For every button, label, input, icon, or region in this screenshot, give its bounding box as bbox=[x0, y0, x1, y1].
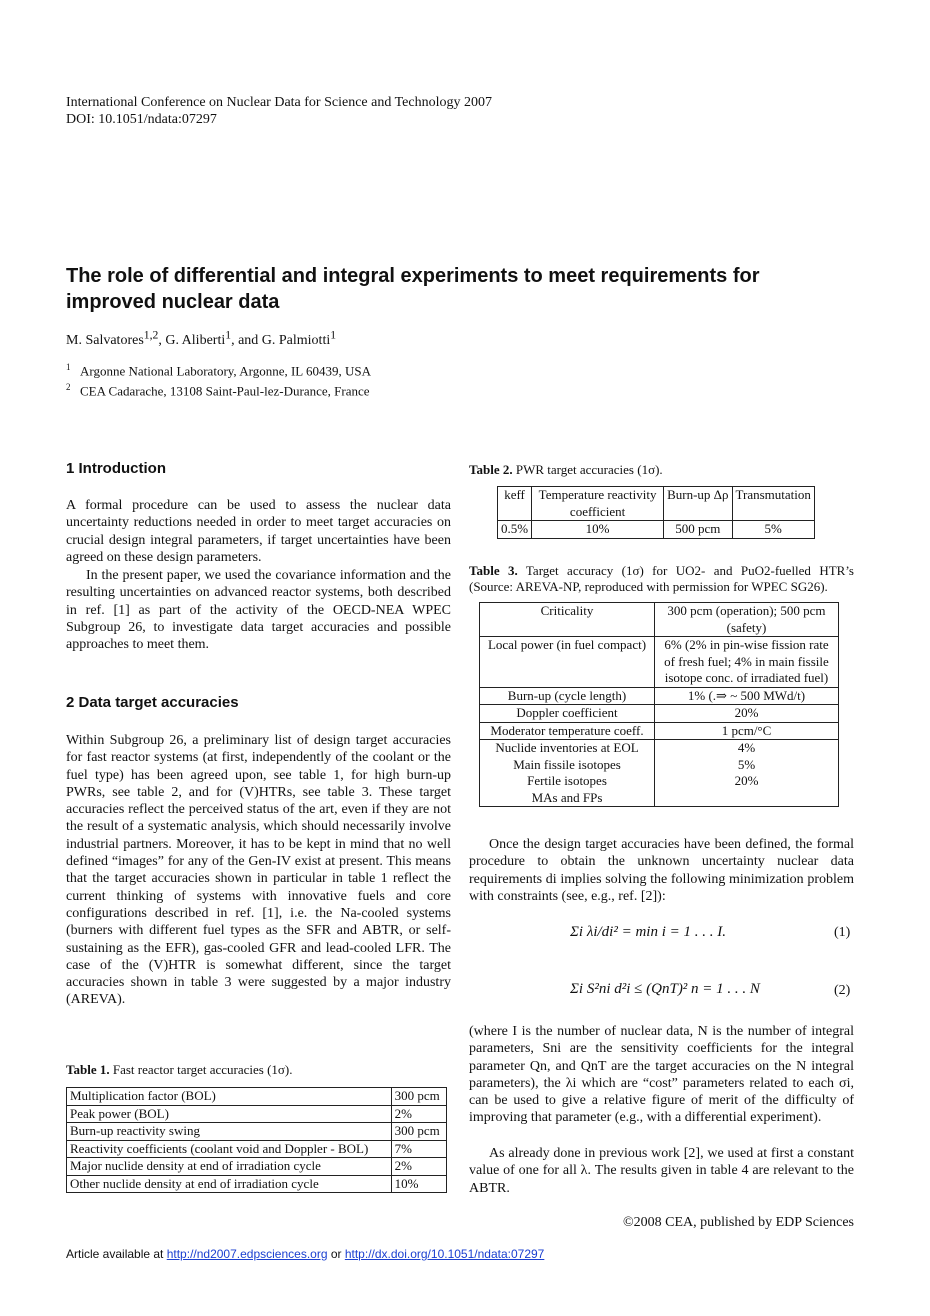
table3-caption: Table 3. Target accuracy (1σ) for UO2- and PuO2-fuelled HTR’s (Source: AREVA-NP, reproduced with permission for WPEC SG26). bbox=[469, 563, 854, 594]
equation-1-number: (1) bbox=[834, 925, 851, 940]
table-row: Doppler coefficient 20% bbox=[480, 705, 839, 723]
paper-title: The role of differential and integral experiments to meet requirements for improved nuclear data bbox=[66, 265, 760, 313]
table2-caption: Table 2. PWR target accuracies (1σ). bbox=[469, 462, 663, 477]
conference-header bbox=[66, 94, 492, 128]
table-row: Multiplication factor (BOL) 300 pcm bbox=[67, 1088, 447, 1106]
doi: DOI: 10.1051/ndata:07297 bbox=[66, 112, 217, 127]
table-row: Criticality 300 pcm (operation); 500 pcm (safety) bbox=[480, 603, 839, 637]
affiliation-1: $^1$ Argonne National Laboratory, Argonne, IL 60439, USA bbox=[66, 362, 372, 379]
formal-procedure-paragraph: Once the design target accuracies have been defined, the formal procedure to obtain the unknown uncertainty nuclear data requirements di implies solving the following minimization problem with constraints (see, e.g., ref. [2]): bbox=[469, 837, 854, 904]
proceedings-link[interactable]: http://nd2007.edpsciences.org bbox=[166, 1247, 328, 1261]
table-row: Burn-up reactivity swing 300 pcm bbox=[67, 1123, 447, 1141]
table1 bbox=[66, 1087, 447, 1193]
table-row: Nuclide inventories at EOL 4% bbox=[480, 740, 839, 757]
conference-name: International Conference on Nuclear Data for Science and Technology 2007 bbox=[66, 95, 492, 110]
section-heading-introduction: 1 Introduction bbox=[66, 460, 166, 477]
table2 bbox=[497, 486, 815, 539]
author-list: M. Salvatores$^{1,2}$, G. Aliberti$^1$, and G. Palmiotti$^1$ bbox=[66, 328, 337, 348]
table-row: Reactivity coefficients (coolant void and Doppler - BOL) 7% bbox=[67, 1140, 447, 1158]
table-row: Peak power (BOL) 2% bbox=[67, 1105, 447, 1123]
table-row: Other nuclide density at end of irradiation cycle 10% bbox=[67, 1175, 447, 1193]
table-row: Major nuclide density at end of irradiation cycle 2% bbox=[67, 1158, 447, 1176]
intro-paragraph-1: A formal procedure can be used to assess the nuclear data uncertainty reductions needed in order to meet target accuracies on crucial design integral parameters, if target uncertainties have been agreed on these design parameters. bbox=[66, 498, 451, 565]
table-row: Local power (in fuel compact) 6% (2% in pin-wise fission rate of fresh fuel; 4% in main fissile isotope conc. of irradiated fuel) bbox=[480, 637, 839, 688]
article-footer: Article available at http://nd2007.edpsciences.org or http://dx.doi.org/10.1051/ndata:07297 bbox=[66, 1247, 545, 1261]
equation-2-number: (2) bbox=[834, 983, 851, 998]
targets-paragraph: Within Subgroup 26, a preliminary list of design target accuracies for fast reactor systems (at first, independently of the coolant or the fuel type) has been agreed upon, see table 1, for high burn-up PWRs, see table 2, and for (V)HTRs, see table 3. These target accuracies reflect the perceived status of the art, even if they are not the result of a systematic analysis, which should necessarily involve industrial partners. Moreover, it has to be kept in mind that no well defined “images” for any of the Gen-IV exist at present. This means that the target accuracies shown in particular in table 1 reflect the current thinking of systems with innovative fuels and core configurations described in ref. [1], i.e. the Na-cooled systems (burners with different fuel types as the SFR and ABTR, or self-sustaining as the EFR), gas-cooled GFR and lead-cooled LFR. The case of the (V)HTR is somewhat different, since the target accuracies shown in table 3 were suggested by a major industry (AREVA). bbox=[66, 733, 451, 1008]
table-row: Main fissile isotopes 5% bbox=[480, 757, 839, 774]
table1-caption: Table 1. Fast reactor target accuracies (1σ). bbox=[66, 1062, 293, 1077]
section-heading-targets: 2 Data target accuracies bbox=[66, 694, 239, 711]
table-row: 0.5% 10% 500 pcm 5% bbox=[498, 521, 815, 539]
copyright: ©2008 CEA, published by EDP Sciences bbox=[623, 1215, 854, 1230]
equation-1: Σi λi/di² = min i = 1 . . . I. bbox=[570, 924, 726, 940]
definitions-paragraph: (where I is the number of nuclear data, N is the number of integral parameters, Sni are the sensitivity coefficients for the integral parameter Qn, and QnT are the target accuracies on the N integral parameters), the λi which are “cost” parameters related to each σi, can be used to give a relative figure of merit of the difficulty of improving that parameter (e.g., with a differential experiment). bbox=[469, 1024, 854, 1126]
table-row: Burn-up (cycle length) 1% (.⇒ ~ 500 MWd/t) bbox=[480, 687, 839, 705]
intro-paragraph-2: In the present paper, we used the covariance information and the resulting uncertainties on advanced reactor systems, both described in ref. [1] as part of the activity of the OECD-NEA WPEC Subgroup 26, to investigate data target accuracies and possible approaches to meet them. bbox=[66, 568, 451, 653]
table3 bbox=[479, 602, 839, 807]
table-row: Fertile isotopes 20% bbox=[480, 773, 839, 790]
table-row: MAs and FPs bbox=[480, 790, 839, 807]
authors bbox=[66, 328, 336, 349]
table-row: Moderator temperature coeff. 1 pcm/°C bbox=[480, 722, 839, 740]
equation-2: Σi S²ni d²i ≤ (QnT)² n = 1 . . . N bbox=[570, 981, 760, 997]
affiliation-list bbox=[66, 359, 371, 400]
affiliation-2: $^2$ CEA Cadarache, 13108 Saint-Paul-lez-Durance, France bbox=[66, 382, 370, 399]
abtr-paragraph: As already done in previous work [2], we used at first a constant value of one for all λ. The results given in table 4 are relevant to the ABTR. bbox=[469, 1146, 854, 1196]
doi-link[interactable]: http://dx.doi.org/10.1051/ndata:07297 bbox=[344, 1247, 545, 1261]
table-row: keff Temperature reactivity coefficient Burn-up Δρ Transmutation bbox=[498, 487, 815, 521]
